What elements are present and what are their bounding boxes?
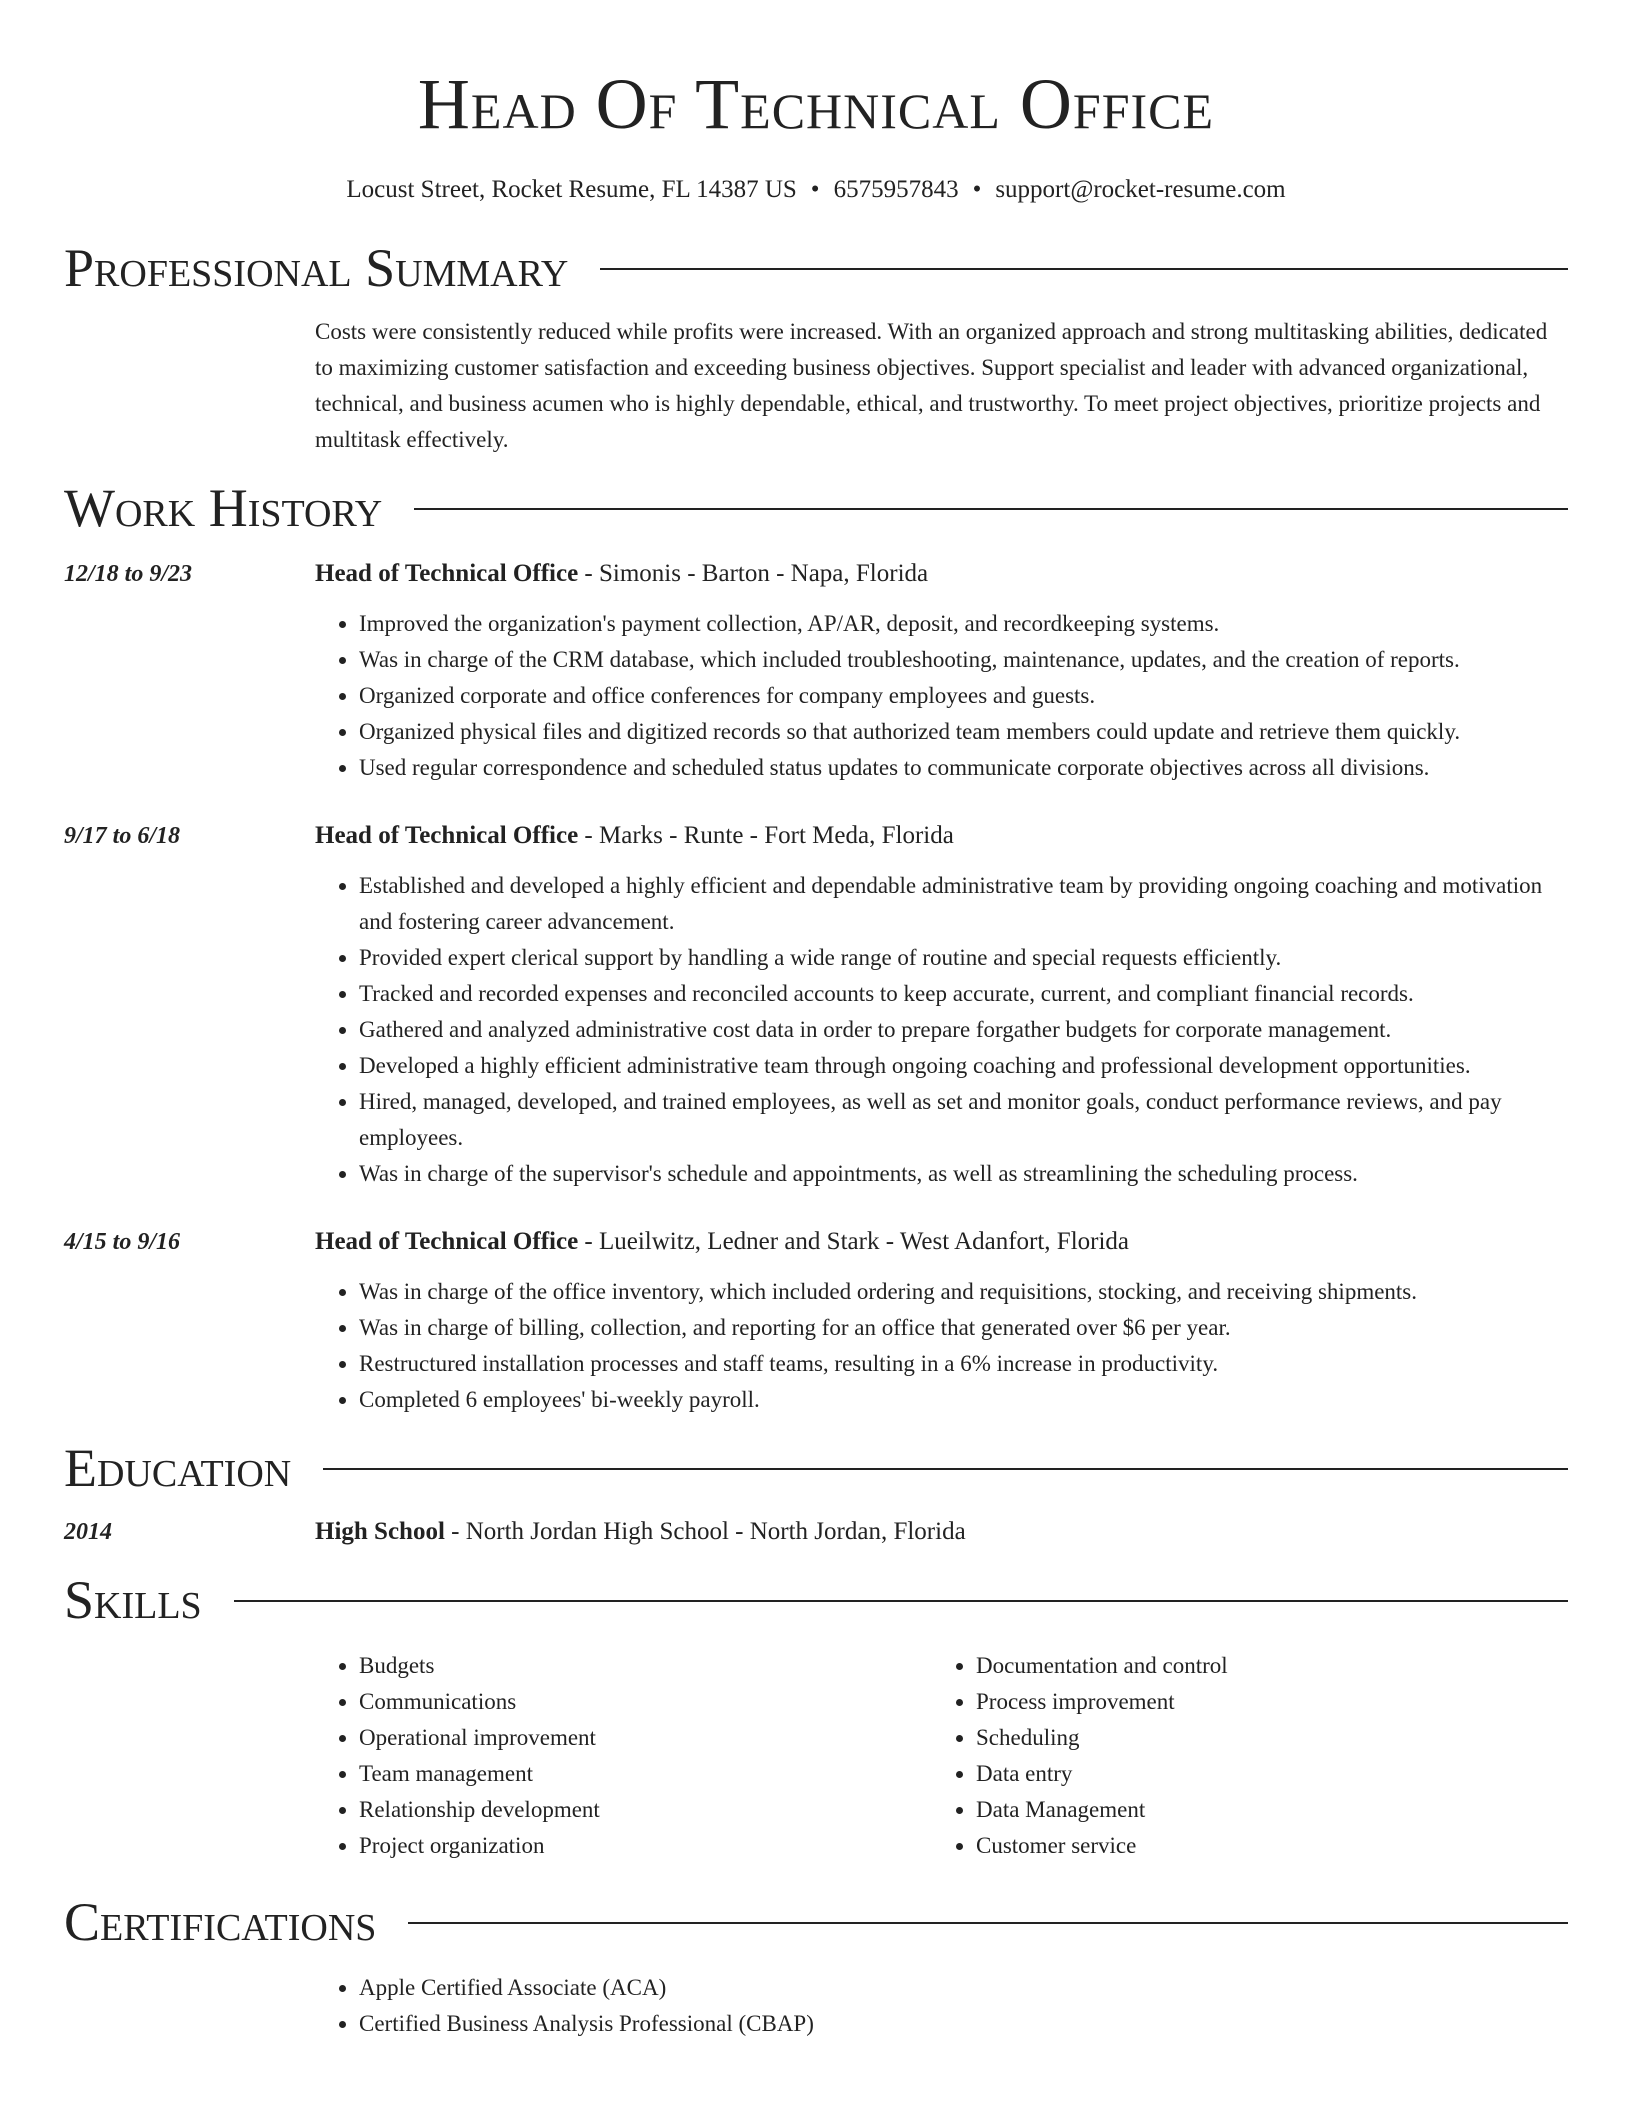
contact-separator: • bbox=[972, 176, 982, 203]
summary-section-header bbox=[64, 236, 1568, 300]
job-role: Head of Technical Office bbox=[315, 560, 579, 587]
education-section-header bbox=[64, 1436, 1568, 1500]
skill-item: • Process improvement bbox=[976, 1684, 1549, 1720]
skill-item: • Scheduling bbox=[976, 1720, 1549, 1756]
contact-phone: 6575957843 bbox=[833, 176, 959, 203]
certification-item: • Apple Certified Associate (ACA) bbox=[359, 1970, 1568, 2006]
summary-section-title: Professional Summary bbox=[64, 238, 569, 298]
section-divider bbox=[323, 1468, 1568, 1470]
job-bullet: • Was in charge of the office inventory, which included ordering and requisitions, stocking, and receiving shipments. bbox=[359, 1274, 1568, 1310]
job-heading bbox=[315, 818, 1568, 854]
certifications-section-header bbox=[64, 1890, 1568, 1954]
skills-section-header bbox=[64, 1568, 1568, 1632]
contact-line bbox=[64, 174, 1568, 206]
skill-item: • Documentation and control bbox=[976, 1648, 1549, 1684]
job-bullet: • Was in charge of the supervisor's schedule and appointments, as well as streamlining the scheduling process. bbox=[359, 1156, 1568, 1192]
skill-item: • Customer service bbox=[976, 1828, 1549, 1864]
resume-name: Head Of Technical Office bbox=[417, 64, 1215, 144]
skill-item: • Budgets bbox=[359, 1648, 932, 1684]
certification-item: • Certified Business Analysis Professional (CBAP) bbox=[359, 2006, 1568, 2042]
job-entry bbox=[64, 556, 1568, 786]
job-role: Head of Technical Office bbox=[315, 822, 579, 849]
certifications-block bbox=[315, 1970, 1568, 2042]
certifications-section-title: Certifications bbox=[64, 1892, 377, 1952]
skill-item: • Operational improvement bbox=[359, 1720, 932, 1756]
job-details: - Marks - Runte - Fort Meda, Florida bbox=[578, 822, 954, 849]
skill-item: • Communications bbox=[359, 1684, 932, 1720]
job-bullet: • Organized corporate and office conferences for company employees and guests. bbox=[359, 678, 1568, 714]
skill-item: • Relationship development bbox=[359, 1792, 932, 1828]
skills-section-title: Skills bbox=[64, 1570, 202, 1630]
skill-item: • Data entry bbox=[976, 1756, 1549, 1792]
job-bullet: • Was in charge of billing, collection, and reporting for an office that generated over $6 per year. bbox=[359, 1310, 1568, 1346]
job-bullet: • Developed a highly efficient administrative team through ongoing coaching and professional development opportunities. bbox=[359, 1048, 1568, 1084]
job-bullet: • Provided expert clerical support by handling a wide range of routine and special requests efficiently. bbox=[359, 940, 1568, 976]
job-heading bbox=[315, 1224, 1568, 1260]
certifications-list bbox=[315, 1970, 1568, 2042]
education-section-title: Education bbox=[64, 1438, 292, 1498]
job-body bbox=[315, 1224, 1568, 1418]
job-bullets bbox=[315, 606, 1568, 786]
education-degree: High School bbox=[315, 1518, 445, 1545]
job-bullet: • Gathered and analyzed administrative cost data in order to prepare forgather budgets for corporate management. bbox=[359, 1012, 1568, 1048]
job-dates: 12/18 to 9/23 bbox=[64, 561, 193, 587]
job-bullet: • Tracked and recorded expenses and reconciled accounts to keep accurate, current, and compliant financial records. bbox=[359, 976, 1568, 1012]
education-details: - North Jordan High School - North Jordan, Florida bbox=[444, 1518, 966, 1545]
skill-item: • Project organization bbox=[359, 1828, 932, 1864]
work-section-header bbox=[64, 476, 1568, 540]
skills-list-right bbox=[932, 1648, 1549, 1864]
job-entry bbox=[64, 818, 1568, 1192]
job-dates: 4/15 to 9/16 bbox=[64, 1229, 181, 1255]
job-bullets bbox=[315, 868, 1568, 1192]
job-bullets bbox=[315, 1274, 1568, 1418]
education-entry bbox=[64, 1514, 1568, 1550]
education-year: 2014 bbox=[64, 1519, 112, 1545]
contact-address: Locust Street, Rocket Resume, FL 14387 US bbox=[346, 176, 797, 203]
section-divider bbox=[600, 268, 1568, 270]
job-bullet: • Was in charge of the CRM database, which included troubleshooting, maintenance, updates, and the creation of reports. bbox=[359, 642, 1568, 678]
job-bullet: • Restructured installation processes and staff teams, resulting in a 6% increase in productivity. bbox=[359, 1346, 1568, 1382]
contact-separator: • bbox=[810, 176, 820, 203]
job-bullet: • Improved the organization's payment collection, AP/AR, deposit, and recordkeeping systems. bbox=[359, 606, 1568, 642]
section-divider bbox=[234, 1600, 1568, 1602]
job-entry bbox=[64, 1224, 1568, 1418]
job-body bbox=[315, 556, 1568, 786]
job-heading bbox=[315, 556, 1568, 592]
job-dates: 9/17 to 6/18 bbox=[64, 823, 181, 849]
skill-item: • Data Management bbox=[976, 1792, 1549, 1828]
skills-list-left bbox=[315, 1648, 932, 1864]
section-divider bbox=[414, 508, 1568, 510]
skill-item: • Team management bbox=[359, 1756, 932, 1792]
work-history-list bbox=[64, 556, 1568, 1418]
job-body bbox=[315, 818, 1568, 1192]
section-divider bbox=[408, 1922, 1568, 1924]
job-details: - Lueilwitz, Ledner and Stark - West Adanfort, Florida bbox=[578, 1228, 1130, 1255]
skills-columns bbox=[315, 1648, 1568, 1864]
education-entry-head bbox=[315, 1514, 1568, 1550]
summary-text: Costs were consistently reduced while profits were increased. With an organized approach and strong multitasking abilities, dedicated to maximizing customer satisfaction and exceeding business objectives. Support specialist and leader with advanced organizational, technical, and business acumen who is highly dependable, ethical, and trustworthy. To meet project objectives, prioritize projects and multitask effectively. bbox=[315, 319, 1548, 452]
work-section-title: Work History bbox=[64, 478, 383, 538]
job-bullet: • Completed 6 employees' bi-weekly payroll. bbox=[359, 1382, 1568, 1418]
job-bullet: • Hired, managed, developed, and trained employees, as well as set and monitor goals, conduct performance reviews, and pay employees. bbox=[359, 1084, 1568, 1156]
job-bullet: • Used regular correspondence and scheduled status updates to communicate corporate objectives across all divisions. bbox=[359, 750, 1568, 786]
contact-email: support@rocket-resume.com bbox=[995, 176, 1286, 203]
job-role: Head of Technical Office bbox=[315, 1228, 579, 1255]
job-bullet: • Organized physical files and digitized records so that authorized team members could update and retrieve them quickly. bbox=[359, 714, 1568, 750]
job-bullet: • Established and developed a highly efficient and dependable administrative team by providing ongoing coaching and motivation and fostering career advancement. bbox=[359, 868, 1568, 940]
job-details: - Simonis - Barton - Napa, Florida bbox=[578, 560, 929, 587]
